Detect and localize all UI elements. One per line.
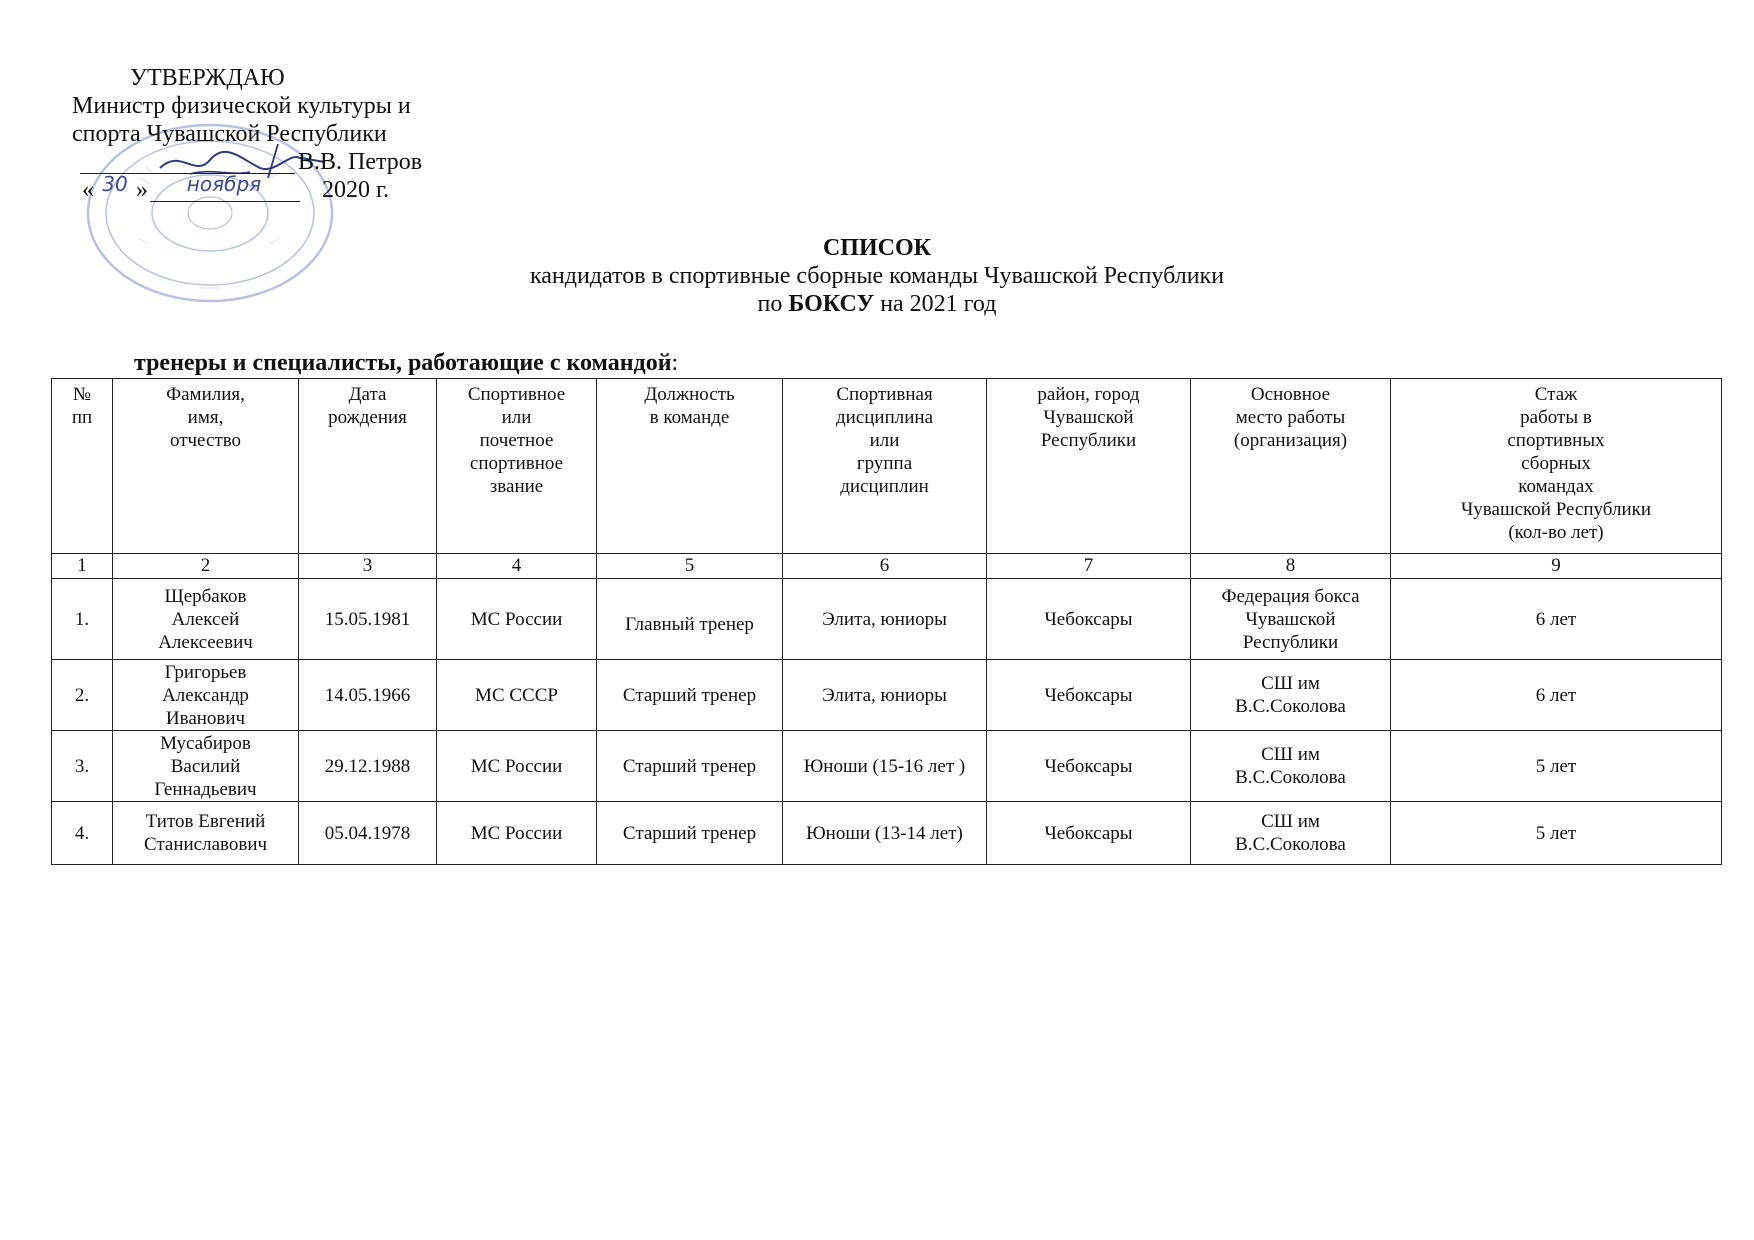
cell-birthdate: 29.12.1988 — [299, 731, 437, 802]
cell-discipline: Элита, юниоры — [783, 660, 987, 731]
approval-signer: В.В. Петров — [298, 149, 423, 175]
section-label — [134, 350, 678, 377]
approval-date-row — [72, 172, 442, 204]
date-underline — [150, 201, 300, 202]
header-text: отчество — [169, 430, 242, 451]
cell-number: 1. — [52, 579, 113, 660]
cell-team-position: Старший тренер — [597, 802, 783, 865]
column-number: 8 — [1191, 554, 1391, 579]
workplace-line: Чувашской — [1245, 608, 1336, 630]
cell-number: 3. — [52, 731, 113, 802]
column-number: 5 — [597, 554, 783, 579]
date-year: 2020 г. — [322, 177, 390, 203]
cell-team-position: Главный тренер — [597, 579, 783, 660]
header-fullname — [113, 379, 299, 554]
name-line: Мусабиров — [160, 732, 251, 754]
cell-workplace — [1191, 660, 1391, 731]
name-line: Щербаков — [164, 585, 247, 607]
cell-city: Чебоксары — [987, 660, 1191, 731]
approval-position-line1: Министр физической культуры и — [72, 93, 411, 119]
cell-number: 4. — [52, 802, 113, 865]
header-text: район, город — [1037, 384, 1140, 405]
workplace-line: В.С.Соколова — [1235, 696, 1346, 717]
header-text: спортивное — [469, 453, 564, 474]
cell-discipline: Элита, юниоры — [783, 579, 987, 660]
header-workplace — [1191, 379, 1391, 554]
document-subtitle-2 — [0, 290, 1754, 318]
subtitle-suffix: на 2021 год — [880, 291, 997, 317]
cell-discipline: Юноши (13-14 лет) — [783, 802, 987, 865]
name-line: Алексеевич — [158, 631, 253, 653]
cell-birthdate: 15.05.1981 — [299, 579, 437, 660]
workplace-line: СШ им — [1261, 811, 1320, 832]
approval-block — [72, 64, 442, 204]
header-text: командах — [1518, 476, 1594, 497]
cell-sport-title: МС России — [437, 579, 597, 660]
header-text: Должность — [644, 384, 735, 405]
staff-table — [51, 378, 1722, 865]
column-number: 4 — [437, 554, 597, 579]
header-text: № — [72, 384, 92, 405]
header-text: Основное — [1250, 384, 1331, 405]
workplace-line: СШ им — [1261, 673, 1320, 694]
header-text: (организация) — [1233, 430, 1348, 451]
document-subtitle-1: кандидатов в спортивные сборные команды Чувашской Республики — [529, 263, 1225, 289]
cell-experience: 6 лет — [1391, 660, 1722, 731]
subtitle-sport: БОКСУ — [788, 291, 875, 317]
header-discipline — [783, 379, 987, 554]
workplace-line: СШ им — [1261, 744, 1320, 765]
header-text: звание — [489, 476, 544, 497]
header-city — [987, 379, 1191, 554]
cell-city: Чебоксары — [987, 802, 1191, 865]
name-line: Титов Евгений — [145, 811, 266, 832]
header-experience — [1391, 379, 1722, 554]
subtitle-prefix: по — [757, 291, 783, 317]
name-line: Алексей — [171, 608, 240, 630]
header-text: Спортивная — [836, 384, 933, 405]
cell-city: Чебоксары — [987, 579, 1191, 660]
cell-team-position: Старший тренер — [597, 731, 783, 802]
header-text: дисциплин — [840, 476, 929, 497]
cell-fullname — [113, 660, 299, 731]
cell-city: Чебоксары — [987, 731, 1191, 802]
name-line: Станиславович — [143, 834, 268, 855]
section-label-text: тренеры и специалисты, работающие с командой — [134, 350, 672, 376]
section-label-colon: : — [671, 350, 679, 376]
cell-workplace — [1191, 802, 1391, 865]
header-text: работы в — [1520, 407, 1592, 428]
cell-experience: 6 лет — [1391, 579, 1722, 660]
column-number: 6 — [783, 554, 987, 579]
workplace-line: В.С.Соколова — [1235, 834, 1346, 855]
document-title: СПИСОК — [822, 235, 932, 261]
date-day: 30 — [102, 172, 128, 196]
date-month: ноября — [186, 172, 262, 196]
header-birthdate — [299, 379, 437, 554]
table-row — [52, 731, 1722, 802]
approval-position-line2: спорта Чувашской Республики — [72, 121, 387, 147]
header-sport-title — [437, 379, 597, 554]
column-number: 2 — [113, 554, 299, 579]
header-text: пп — [71, 407, 93, 428]
cell-team-position: Старший тренер — [597, 660, 783, 731]
cell-experience: 5 лет — [1391, 802, 1722, 865]
cell-birthdate: 14.05.1966 — [299, 660, 437, 731]
header-text: имя, — [187, 407, 224, 428]
column-number: 1 — [52, 554, 113, 579]
header-text: почетное — [479, 430, 554, 451]
cell-workplace — [1191, 731, 1391, 802]
workplace-line: Республики — [1242, 631, 1339, 653]
header-text: Дата — [348, 384, 387, 405]
header-text: Чувашской Республики — [1460, 499, 1652, 520]
cell-sport-title: МС России — [437, 802, 597, 865]
cell-sport-title: МС СССР — [437, 660, 597, 731]
name-line: Александр — [162, 684, 249, 706]
table-row — [52, 660, 1722, 731]
header-text: спортивных — [1507, 430, 1605, 451]
header-text: Фамилия, — [166, 384, 245, 405]
workplace-line: В.С.Соколова — [1235, 767, 1346, 788]
date-quote-close: » — [136, 177, 148, 203]
document-title-block — [0, 234, 1754, 318]
header-team-position — [597, 379, 783, 554]
name-line: Геннадьевич — [154, 778, 257, 800]
cell-birthdate: 05.04.1978 — [299, 802, 437, 865]
name-line: Василий — [170, 755, 241, 777]
name-line: Григорьев — [164, 661, 247, 683]
column-number: 9 — [1391, 554, 1722, 579]
header-text: дисциплина — [835, 407, 934, 428]
approval-heading: УТВЕРЖДАЮ — [130, 65, 285, 91]
name-line: Иванович — [165, 707, 246, 729]
cell-fullname — [113, 731, 299, 802]
cell-number: 2. — [52, 660, 113, 731]
table-row — [52, 579, 1722, 660]
header-text: Спортивное — [467, 384, 566, 405]
header-text: (кол-во лет) — [1508, 522, 1604, 543]
cell-fullname — [113, 579, 299, 660]
date-quote-open: « — [82, 177, 94, 203]
cell-experience: 5 лет — [1391, 731, 1722, 802]
column-number: 3 — [299, 554, 437, 579]
header-text: или — [501, 407, 532, 428]
cell-fullname — [113, 802, 299, 865]
header-number — [52, 379, 113, 554]
header-text: рождения — [328, 407, 407, 428]
header-text: Чувашской — [1043, 407, 1134, 428]
table-row — [52, 802, 1722, 865]
header-text: Республики — [1040, 430, 1137, 451]
header-text: Стаж — [1534, 384, 1578, 405]
cell-workplace — [1191, 579, 1391, 660]
header-text: место работы — [1235, 407, 1346, 428]
column-number: 7 — [987, 554, 1191, 579]
header-text: группа — [856, 453, 913, 474]
header-text: или — [869, 430, 900, 451]
header-text: в команде — [649, 407, 730, 428]
workplace-line: Федерация бокса — [1221, 585, 1360, 607]
cell-sport-title: МС России — [437, 731, 597, 802]
table-header-row — [52, 379, 1722, 554]
cell-discipline: Юноши (15-16 лет ) — [783, 731, 987, 802]
header-text: сборных — [1521, 453, 1591, 474]
column-number-row — [52, 554, 1722, 579]
